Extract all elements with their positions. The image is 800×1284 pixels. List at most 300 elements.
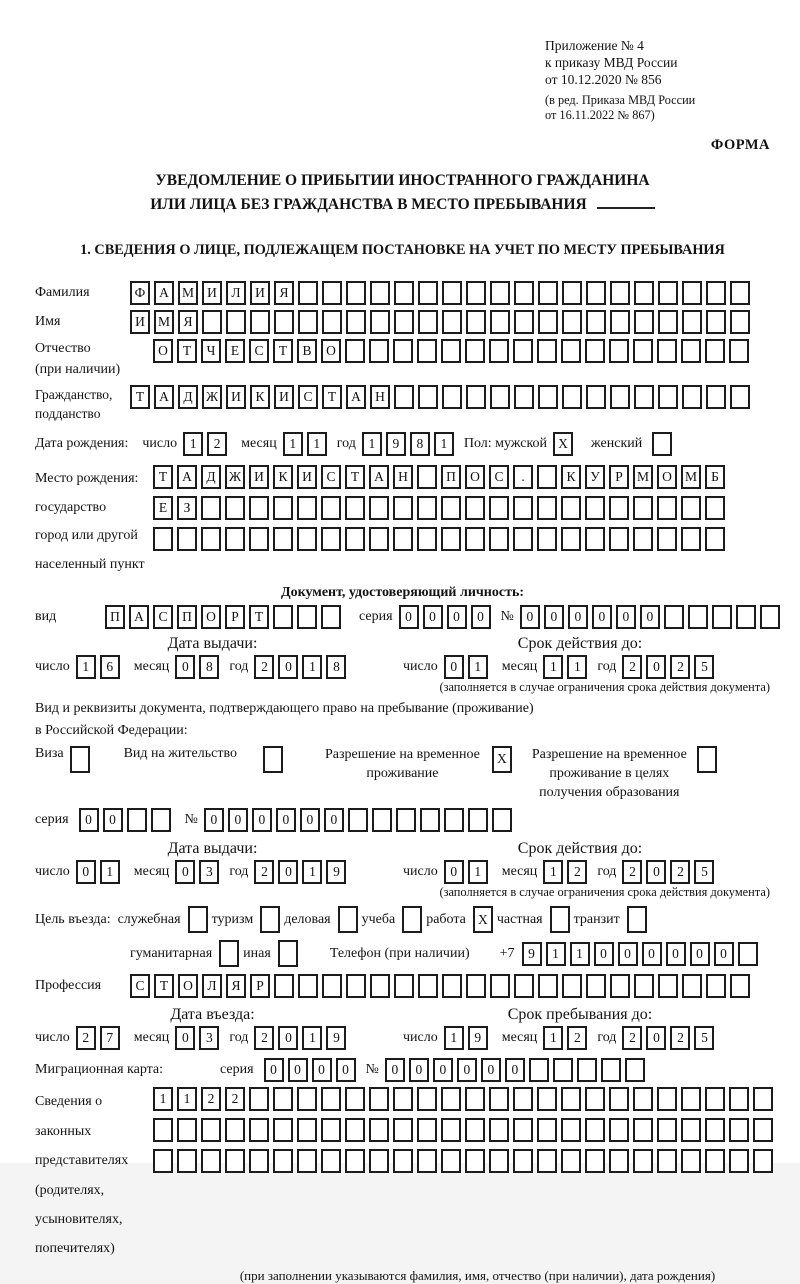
char-cell[interactable] [249, 1118, 269, 1142]
char-cell[interactable] [441, 496, 461, 520]
char-cell[interactable] [610, 310, 630, 334]
char-cell[interactable]: 0 [714, 942, 734, 966]
char-cell[interactable]: 6 [100, 655, 120, 679]
char-cell[interactable] [658, 281, 678, 305]
char-cell[interactable] [561, 527, 581, 551]
char-cell[interactable] [260, 906, 280, 933]
char-cell[interactable] [369, 527, 389, 551]
char-cell[interactable] [729, 339, 749, 363]
char-cell[interactable]: 0 [423, 605, 443, 629]
char-cell[interactable] [682, 385, 702, 409]
char-cell[interactable]: 0 [481, 1058, 501, 1082]
char-cell[interactable]: М [633, 465, 653, 489]
char-cell[interactable] [177, 527, 197, 551]
char-cell[interactable] [682, 281, 702, 305]
char-cell[interactable]: Т [249, 605, 269, 629]
char-cell[interactable] [537, 496, 557, 520]
char-cell[interactable]: 9 [522, 942, 542, 966]
char-cell[interactable] [393, 496, 413, 520]
char-cell[interactable] [585, 496, 605, 520]
char-cell[interactable] [561, 496, 581, 520]
char-cell[interactable]: Д [201, 465, 221, 489]
char-cell[interactable] [633, 1087, 653, 1111]
char-cell[interactable] [249, 1149, 269, 1173]
char-cell[interactable] [514, 281, 534, 305]
char-cell[interactable] [273, 1118, 293, 1142]
char-cell[interactable]: Т [130, 385, 150, 409]
temp-permit-checkbox[interactable] [492, 746, 516, 773]
char-cell[interactable] [513, 339, 533, 363]
char-cell[interactable]: 2 [622, 1026, 642, 1050]
char-cell[interactable]: У [585, 465, 605, 489]
char-cell[interactable] [225, 1118, 245, 1142]
purpose-business-checkbox[interactable] [338, 906, 362, 933]
char-cell[interactable]: 5 [694, 860, 714, 884]
char-cell[interactable]: 1 [153, 1087, 173, 1111]
char-cell[interactable]: 5 [694, 1026, 714, 1050]
char-cell[interactable] [298, 974, 318, 998]
char-cell[interactable] [537, 1149, 557, 1173]
sex-female-checkbox[interactable] [652, 432, 676, 456]
char-cell[interactable] [465, 339, 485, 363]
char-cell[interactable] [610, 385, 630, 409]
purpose-humanitarian-checkbox[interactable] [219, 940, 243, 967]
char-cell[interactable]: 2 [225, 1087, 245, 1111]
char-cell[interactable] [201, 496, 221, 520]
char-cell[interactable]: 0 [252, 808, 272, 832]
char-cell[interactable] [418, 310, 438, 334]
char-cell[interactable] [609, 1087, 629, 1111]
char-cell[interactable]: 8 [326, 655, 346, 679]
char-cell[interactable]: Е [153, 496, 173, 520]
char-cell[interactable] [561, 1149, 581, 1173]
char-cell[interactable] [729, 1087, 749, 1111]
char-cell[interactable] [538, 310, 558, 334]
char-cell[interactable]: 1 [434, 432, 454, 456]
char-cell[interactable]: М [178, 281, 198, 305]
char-cell[interactable] [127, 808, 147, 832]
char-cell[interactable] [417, 1149, 437, 1173]
char-cell[interactable]: Н [370, 385, 390, 409]
char-cell[interactable] [465, 1118, 485, 1142]
char-cell[interactable]: 1 [570, 942, 590, 966]
char-cell[interactable] [610, 281, 630, 305]
char-cell[interactable]: 0 [175, 1026, 195, 1050]
char-cell[interactable]: 2 [207, 432, 227, 456]
char-cell[interactable]: 1 [100, 860, 120, 884]
char-cell[interactable]: Т [153, 465, 173, 489]
char-cell[interactable] [396, 808, 416, 832]
char-cell[interactable]: 0 [228, 808, 248, 832]
char-cell[interactable]: 3 [199, 860, 219, 884]
char-cell[interactable] [729, 1149, 749, 1173]
char-cell[interactable]: Я [274, 281, 294, 305]
char-cell[interactable] [417, 339, 437, 363]
char-cell[interactable] [681, 1087, 701, 1111]
char-cell[interactable]: X [473, 906, 493, 933]
char-cell[interactable]: Т [322, 385, 342, 409]
char-cell[interactable] [321, 1087, 341, 1111]
char-cell[interactable] [489, 1149, 509, 1173]
char-cell[interactable]: Р [225, 605, 245, 629]
char-cell[interactable] [753, 1118, 773, 1142]
char-cell[interactable] [489, 1087, 509, 1111]
char-cell[interactable]: 0 [175, 860, 195, 884]
char-cell[interactable]: Р [250, 974, 270, 998]
char-cell[interactable] [249, 527, 269, 551]
purpose-study-checkbox[interactable] [402, 906, 426, 933]
char-cell[interactable]: А [177, 465, 197, 489]
char-cell[interactable] [585, 1149, 605, 1173]
char-cell[interactable] [634, 310, 654, 334]
char-cell[interactable] [490, 974, 510, 998]
char-cell[interactable] [561, 1087, 581, 1111]
char-cell[interactable] [657, 339, 677, 363]
char-cell[interactable] [417, 1118, 437, 1142]
char-cell[interactable] [664, 605, 684, 629]
char-cell[interactable] [418, 281, 438, 305]
char-cell[interactable] [562, 974, 582, 998]
purpose-tourism-checkbox[interactable] [260, 906, 284, 933]
char-cell[interactable] [466, 310, 486, 334]
char-cell[interactable] [697, 746, 717, 773]
char-cell[interactable] [652, 432, 672, 456]
char-cell[interactable] [442, 310, 462, 334]
char-cell[interactable] [345, 1118, 365, 1142]
char-cell[interactable] [705, 527, 725, 551]
char-cell[interactable] [219, 940, 239, 967]
char-cell[interactable]: 0 [690, 942, 710, 966]
char-cell[interactable]: X [553, 432, 573, 456]
char-cell[interactable] [681, 527, 701, 551]
char-cell[interactable] [586, 385, 606, 409]
char-cell[interactable] [249, 1087, 269, 1111]
char-cell[interactable] [681, 1149, 701, 1173]
char-cell[interactable]: Т [177, 339, 197, 363]
char-cell[interactable] [346, 974, 366, 998]
char-cell[interactable] [609, 339, 629, 363]
char-cell[interactable] [394, 385, 414, 409]
char-cell[interactable] [441, 1149, 461, 1173]
char-cell[interactable]: 0 [646, 1026, 666, 1050]
char-cell[interactable] [441, 1087, 461, 1111]
char-cell[interactable]: Т [154, 974, 174, 998]
char-cell[interactable] [321, 496, 341, 520]
char-cell[interactable] [585, 339, 605, 363]
char-cell[interactable] [577, 1058, 597, 1082]
char-cell[interactable] [657, 496, 677, 520]
char-cell[interactable] [298, 310, 318, 334]
char-cell[interactable]: И [202, 281, 222, 305]
char-cell[interactable] [538, 974, 558, 998]
char-cell[interactable]: 0 [433, 1058, 453, 1082]
char-cell[interactable] [706, 385, 726, 409]
char-cell[interactable] [465, 527, 485, 551]
char-cell[interactable]: Т [345, 465, 365, 489]
char-cell[interactable]: 2 [254, 860, 274, 884]
char-cell[interactable]: 1 [177, 1087, 197, 1111]
char-cell[interactable]: 2 [201, 1087, 221, 1111]
char-cell[interactable] [657, 527, 677, 551]
char-cell[interactable] [529, 1058, 549, 1082]
char-cell[interactable]: 1 [468, 655, 488, 679]
char-cell[interactable] [465, 1149, 485, 1173]
char-cell[interactable] [417, 496, 437, 520]
char-cell[interactable] [490, 281, 510, 305]
char-cell[interactable] [550, 906, 570, 933]
char-cell[interactable]: 2 [254, 655, 274, 679]
char-cell[interactable] [393, 1118, 413, 1142]
char-cell[interactable]: 1 [468, 860, 488, 884]
char-cell[interactable] [298, 281, 318, 305]
char-cell[interactable] [633, 1118, 653, 1142]
char-cell[interactable] [402, 906, 422, 933]
char-cell[interactable] [562, 385, 582, 409]
char-cell[interactable] [322, 974, 342, 998]
char-cell[interactable]: А [154, 281, 174, 305]
char-cell[interactable] [153, 1118, 173, 1142]
char-cell[interactable] [273, 527, 293, 551]
char-cell[interactable]: С [153, 605, 173, 629]
char-cell[interactable]: 1 [543, 1026, 563, 1050]
char-cell[interactable] [537, 1087, 557, 1111]
char-cell[interactable] [345, 496, 365, 520]
char-cell[interactable] [418, 385, 438, 409]
char-cell[interactable]: 0 [592, 605, 612, 629]
char-cell[interactable]: 0 [471, 605, 491, 629]
char-cell[interactable] [273, 605, 293, 629]
char-cell[interactable]: 0 [505, 1058, 525, 1082]
char-cell[interactable]: 0 [278, 1026, 298, 1050]
char-cell[interactable]: 0 [103, 808, 123, 832]
char-cell[interactable]: З [177, 496, 197, 520]
char-cell[interactable]: Л [226, 281, 246, 305]
char-cell[interactable]: А [129, 605, 149, 629]
char-cell[interactable] [657, 1118, 677, 1142]
char-cell[interactable] [420, 808, 440, 832]
char-cell[interactable]: И [226, 385, 246, 409]
char-cell[interactable]: 0 [457, 1058, 477, 1082]
char-cell[interactable] [706, 974, 726, 998]
char-cell[interactable] [736, 605, 756, 629]
char-cell[interactable]: М [154, 310, 174, 334]
char-cell[interactable] [346, 310, 366, 334]
char-cell[interactable] [633, 527, 653, 551]
purpose-work-checkbox[interactable] [473, 906, 497, 933]
char-cell[interactable]: 0 [288, 1058, 308, 1082]
char-cell[interactable]: О [153, 339, 173, 363]
char-cell[interactable] [369, 1087, 389, 1111]
char-cell[interactable]: 0 [642, 942, 662, 966]
char-cell[interactable] [369, 1149, 389, 1173]
char-cell[interactable] [705, 1087, 725, 1111]
char-cell[interactable]: А [154, 385, 174, 409]
char-cell[interactable] [562, 281, 582, 305]
char-cell[interactable] [441, 1118, 461, 1142]
char-cell[interactable]: 7 [100, 1026, 120, 1050]
purpose-other-checkbox[interactable] [278, 940, 302, 967]
char-cell[interactable]: К [250, 385, 270, 409]
char-cell[interactable] [417, 527, 437, 551]
char-cell[interactable] [466, 385, 486, 409]
char-cell[interactable] [345, 339, 365, 363]
char-cell[interactable] [177, 1149, 197, 1173]
char-cell[interactable]: 0 [336, 1058, 356, 1082]
char-cell[interactable]: Д [178, 385, 198, 409]
char-cell[interactable] [153, 527, 173, 551]
char-cell[interactable] [682, 974, 702, 998]
char-cell[interactable] [706, 310, 726, 334]
char-cell[interactable] [345, 527, 365, 551]
char-cell[interactable] [730, 974, 750, 998]
char-cell[interactable] [153, 1149, 173, 1173]
char-cell[interactable]: 1 [302, 1026, 322, 1050]
char-cell[interactable] [297, 605, 317, 629]
char-cell[interactable] [393, 527, 413, 551]
char-cell[interactable] [513, 527, 533, 551]
char-cell[interactable] [561, 1118, 581, 1142]
char-cell[interactable] [514, 974, 534, 998]
char-cell[interactable]: 0 [616, 605, 636, 629]
char-cell[interactable]: С [298, 385, 318, 409]
char-cell[interactable] [468, 808, 488, 832]
char-cell[interactable] [586, 310, 606, 334]
char-cell[interactable] [346, 281, 366, 305]
char-cell[interactable] [553, 1058, 573, 1082]
char-cell[interactable] [274, 974, 294, 998]
char-cell[interactable]: 5 [694, 655, 714, 679]
char-cell[interactable] [273, 1149, 293, 1173]
char-cell[interactable] [417, 1087, 437, 1111]
char-cell[interactable] [369, 339, 389, 363]
char-cell[interactable] [658, 385, 678, 409]
char-cell[interactable]: 0 [276, 808, 296, 832]
char-cell[interactable] [345, 1149, 365, 1173]
char-cell[interactable] [492, 808, 512, 832]
char-cell[interactable] [278, 940, 298, 967]
char-cell[interactable] [250, 310, 270, 334]
char-cell[interactable] [274, 310, 294, 334]
char-cell[interactable] [760, 605, 780, 629]
char-cell[interactable] [634, 385, 654, 409]
char-cell[interactable]: П [177, 605, 197, 629]
char-cell[interactable] [188, 906, 208, 933]
char-cell[interactable] [297, 1118, 317, 1142]
char-cell[interactable]: Б [705, 465, 725, 489]
char-cell[interactable] [489, 339, 509, 363]
char-cell[interactable] [537, 465, 557, 489]
char-cell[interactable] [730, 385, 750, 409]
char-cell[interactable] [201, 1118, 221, 1142]
char-cell[interactable] [585, 1087, 605, 1111]
char-cell[interactable] [338, 906, 358, 933]
char-cell[interactable]: . [513, 465, 533, 489]
char-cell[interactable]: 0 [278, 860, 298, 884]
char-cell[interactable] [441, 339, 461, 363]
char-cell[interactable]: П [441, 465, 461, 489]
char-cell[interactable]: 0 [79, 808, 99, 832]
char-cell[interactable] [538, 281, 558, 305]
char-cell[interactable]: Ф [130, 281, 150, 305]
char-cell[interactable] [609, 1149, 629, 1173]
char-cell[interactable] [514, 310, 534, 334]
char-cell[interactable] [633, 1149, 653, 1173]
char-cell[interactable] [418, 974, 438, 998]
char-cell[interactable]: И [274, 385, 294, 409]
char-cell[interactable] [321, 1118, 341, 1142]
char-cell[interactable]: 0 [646, 655, 666, 679]
char-cell[interactable]: 0 [618, 942, 638, 966]
char-cell[interactable]: 9 [386, 432, 406, 456]
char-cell[interactable] [537, 1118, 557, 1142]
char-cell[interactable] [297, 496, 317, 520]
char-cell[interactable] [442, 281, 462, 305]
char-cell[interactable] [513, 1149, 533, 1173]
char-cell[interactable]: 3 [199, 1026, 219, 1050]
char-cell[interactable] [322, 310, 342, 334]
char-cell[interactable]: 1 [283, 432, 303, 456]
char-cell[interactable]: 9 [326, 860, 346, 884]
sex-male-checkbox[interactable] [553, 432, 577, 456]
residence-permit-checkbox[interactable] [263, 746, 287, 773]
char-cell[interactable] [70, 746, 90, 773]
edu-permit-checkbox[interactable] [697, 746, 721, 773]
char-cell[interactable]: М [681, 465, 701, 489]
char-cell[interactable]: 0 [175, 655, 195, 679]
char-cell[interactable] [297, 527, 317, 551]
char-cell[interactable]: 0 [409, 1058, 429, 1082]
char-cell[interactable]: 0 [399, 605, 419, 629]
char-cell[interactable]: 0 [312, 1058, 332, 1082]
char-cell[interactable] [609, 527, 629, 551]
char-cell[interactable] [370, 974, 390, 998]
char-cell[interactable] [586, 974, 606, 998]
char-cell[interactable]: 1 [302, 860, 322, 884]
char-cell[interactable] [372, 808, 392, 832]
char-cell[interactable]: 2 [622, 860, 642, 884]
char-cell[interactable]: 0 [544, 605, 564, 629]
char-cell[interactable]: О [178, 974, 198, 998]
char-cell[interactable]: А [346, 385, 366, 409]
char-cell[interactable]: 0 [204, 808, 224, 832]
char-cell[interactable] [712, 605, 732, 629]
char-cell[interactable] [297, 1087, 317, 1111]
char-cell[interactable] [465, 1087, 485, 1111]
char-cell[interactable] [634, 974, 654, 998]
char-cell[interactable] [705, 496, 725, 520]
char-cell[interactable] [226, 310, 246, 334]
char-cell[interactable] [297, 1149, 317, 1173]
char-cell[interactable] [441, 527, 461, 551]
char-cell[interactable]: 0 [447, 605, 467, 629]
visa-checkbox[interactable] [70, 746, 94, 773]
char-cell[interactable]: В [297, 339, 317, 363]
char-cell[interactable] [249, 496, 269, 520]
char-cell[interactable] [393, 339, 413, 363]
char-cell[interactable]: 1 [546, 942, 566, 966]
char-cell[interactable]: 1 [307, 432, 327, 456]
char-cell[interactable]: 8 [199, 655, 219, 679]
char-cell[interactable]: Я [178, 310, 198, 334]
char-cell[interactable]: С [489, 465, 509, 489]
char-cell[interactable] [561, 339, 581, 363]
char-cell[interactable] [225, 1149, 245, 1173]
char-cell[interactable] [657, 1087, 677, 1111]
char-cell[interactable] [370, 310, 390, 334]
char-cell[interactable]: 0 [520, 605, 540, 629]
char-cell[interactable] [681, 339, 701, 363]
char-cell[interactable]: 2 [567, 1026, 587, 1050]
